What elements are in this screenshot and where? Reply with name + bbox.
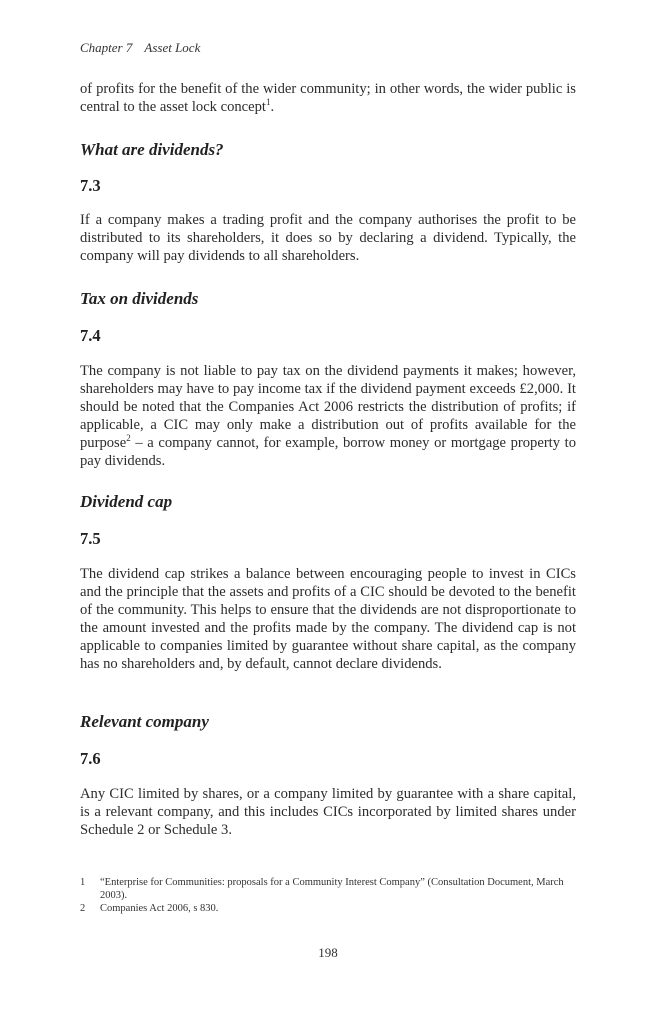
paragraph-7-3-text: If a company makes a trading profit and the company authorises the profit to be distributed to its shareholders, it does so by declaring a dividend. Typically, the company will pay dividends to all shareholders. xyxy=(80,212,576,264)
footnote-2 xyxy=(80,902,576,915)
paragraph-7-4-text-after: – a company cannot, for example, borrow money or mortgage property to pay dividends. xyxy=(80,435,576,469)
paragraph-7-5 xyxy=(80,565,576,673)
footnote-2-text: Companies Act 2006, s 830. xyxy=(100,903,219,914)
running-head xyxy=(80,40,200,56)
paragraph-number-7-3: 7.3 xyxy=(80,176,101,195)
paragraph-number-7-4: 7.4 xyxy=(80,326,101,345)
paragraph-number-7-5: 7.5 xyxy=(80,529,101,548)
paragraph-7-5-text: The dividend cap strikes a balance between encouraging people to invest in CICs and the principle that the assets and profits of a CIC should be devoted to the benefit of the community. This helps to ensure that the dividends are not disproportionate to the amount invested and the profits made by the company. The dividend cap is not applicable to companies limited by guarantee without share capital, as the company has no shareholders and, by default, cannot declare dividends. xyxy=(80,566,576,672)
paragraph-7-6 xyxy=(80,785,576,839)
footnote-1-text: “Enterprise for Communities: proposals for a Community Interest Company” (Consultation Document, March 2003). xyxy=(100,877,564,901)
paragraph-7-4 xyxy=(80,362,576,470)
footnote-2-number: 2 xyxy=(80,903,86,914)
section-heading-what-are-dividends: What are dividends? xyxy=(80,140,224,159)
paragraph-7-6-text: Any CIC limited by shares, or a company limited by guarantee with a share capital, is a relevant company, and this includes CICs incorporated by limited shares under Schedule 2 or Schedule 3. xyxy=(80,786,576,838)
section-heading-dividend-cap: Dividend cap xyxy=(80,492,173,511)
running-head-chapter: Chapter 7 xyxy=(80,40,133,55)
section-heading-tax-on-dividends: Tax on dividends xyxy=(80,289,199,308)
footnotes xyxy=(80,876,576,915)
section-heading-relevant-company: Relevant company xyxy=(80,712,209,731)
paragraph-7-4-text-before: The company is not liable to pay tax on the dividend payments it makes; however, shareholders may have to pay income tax if the dividend payment exceeds £2,000. It should be noted that the Companies Act 2006 restricts the distribution of profits; if applicable, a CIC may only make a distribution out of profits available for the purpose xyxy=(80,363,576,451)
footnote-1 xyxy=(80,876,576,902)
intro-paragraph xyxy=(80,80,576,116)
intro-tail: . xyxy=(270,99,275,115)
paragraph-number-7-6: 7.6 xyxy=(80,749,101,768)
running-head-title: Asset Lock xyxy=(144,40,201,55)
intro-text: of profits for the benefit of the wider community; in other words, the wider public is central to the asset lock concept xyxy=(80,81,576,115)
paragraph-7-3 xyxy=(80,211,576,265)
footnote-1-number: 1 xyxy=(80,877,86,888)
page-number: 198 xyxy=(318,945,338,960)
footnote-ref-2[interactable]: 2 xyxy=(126,433,131,444)
footnote-ref-1[interactable]: 1 xyxy=(266,97,271,108)
